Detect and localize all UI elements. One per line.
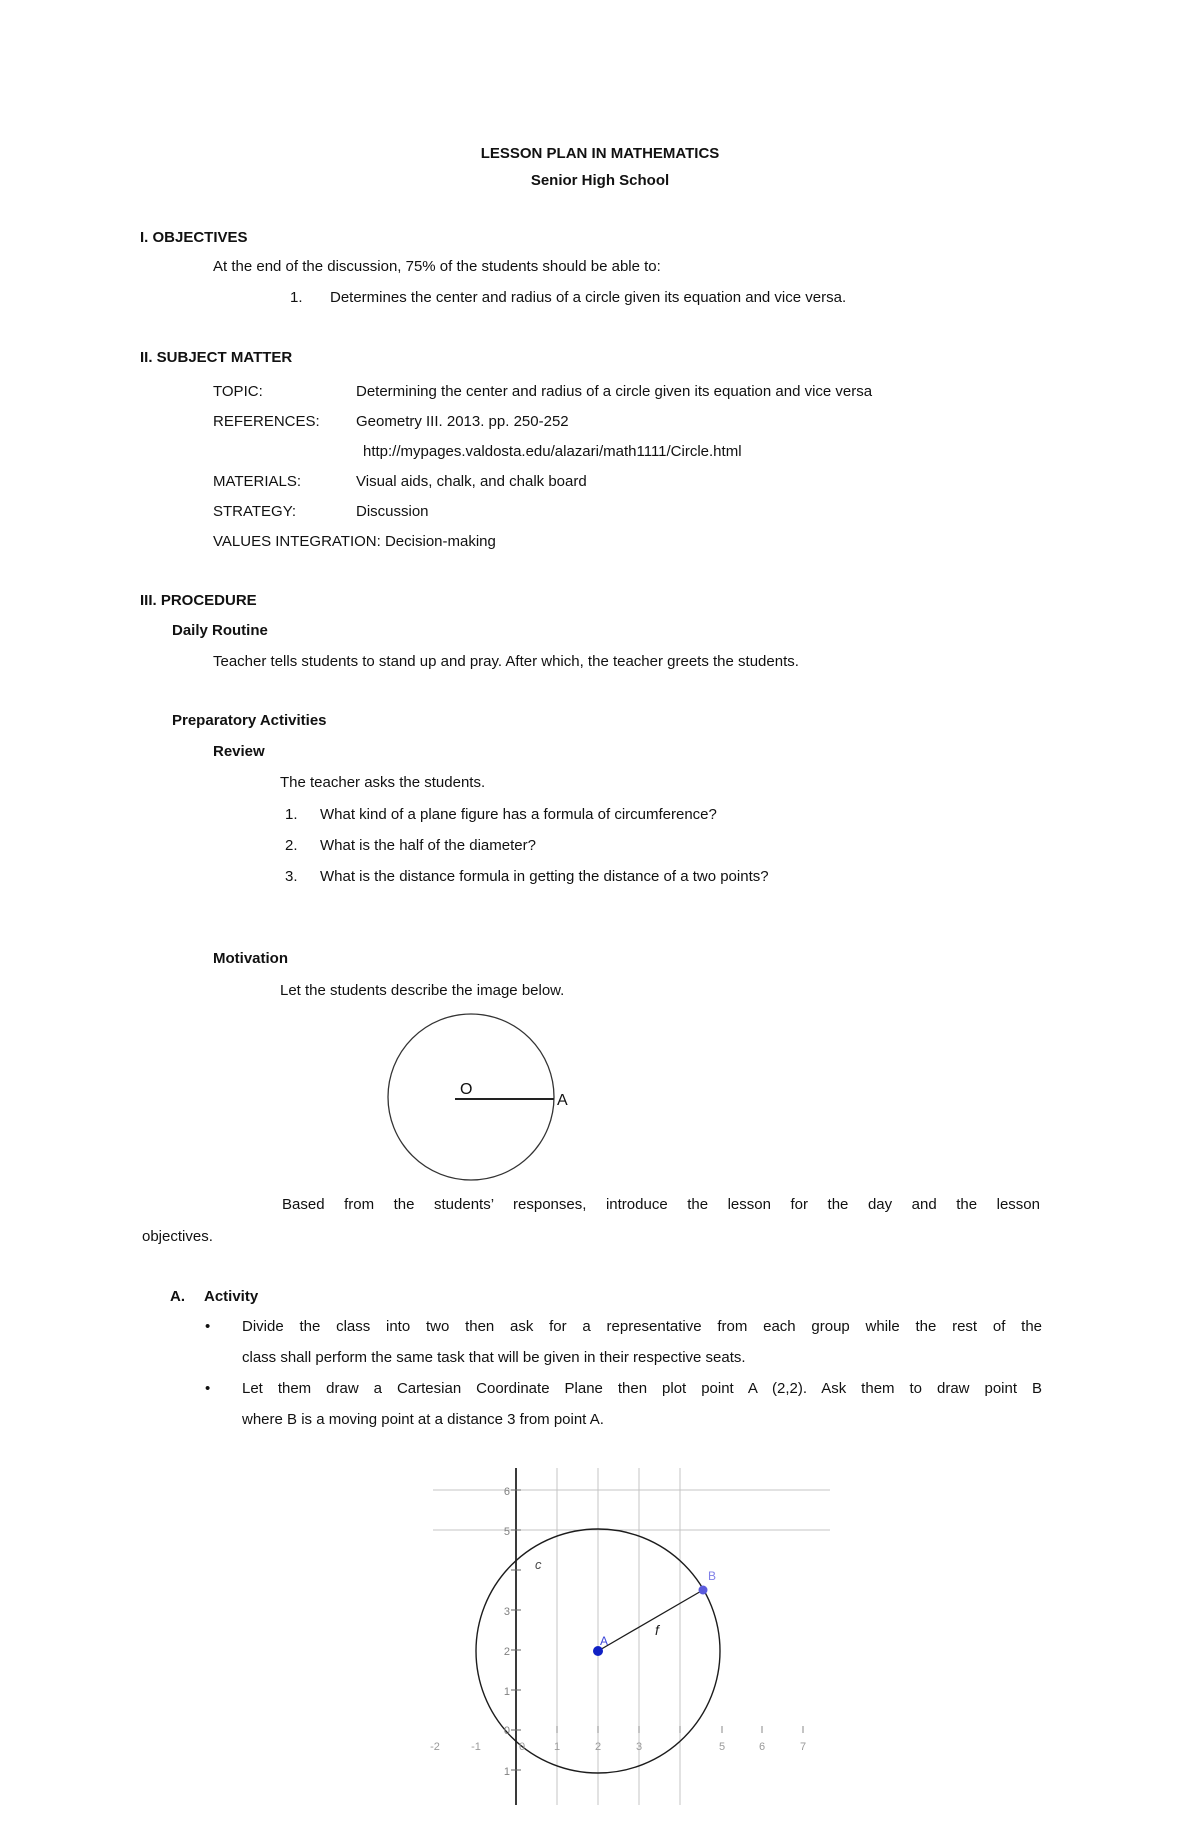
daily-routine-heading: Daily Routine xyxy=(172,622,268,639)
review-question-text: What is the distance formula in getting the distance of a two points? xyxy=(320,868,769,885)
strategy-label: STRATEGY: xyxy=(213,503,297,520)
x-tick-label: 7 xyxy=(799,1741,807,1753)
reference-book: Geometry III. 2013. pp. 250-252 xyxy=(356,413,569,430)
y-tick-label: 0 xyxy=(503,1725,510,1737)
circle-center-label: O xyxy=(460,1081,473,1098)
activity-bullet1-line2: class shall perform the same task that will be given in their respective seats. xyxy=(242,1349,746,1366)
review-intro: The teacher asks the students. xyxy=(280,774,486,791)
coordinate-plane-figure xyxy=(360,1468,860,1813)
review-question-number: 1. xyxy=(285,806,298,823)
x-tick-label: 0 xyxy=(518,1741,526,1753)
topic-label: TOPIC: xyxy=(213,383,263,400)
x-tick-label: 6 xyxy=(758,1741,766,1753)
circle-point-label: A xyxy=(557,1092,568,1109)
review-question-number: 3. xyxy=(285,868,298,885)
review-heading: Review xyxy=(213,743,265,760)
point-b-dot xyxy=(699,1586,708,1595)
objectives-intro: At the end of the discussion, 75% of the students should be able to: xyxy=(213,258,661,275)
objectives-item-text: Determines the center and radius of a circle given its equation and vice versa. xyxy=(330,289,847,306)
strategy-value: Discussion xyxy=(356,503,429,520)
radius-segment xyxy=(598,1590,703,1651)
materials-value: Visual aids, chalk, and chalk board xyxy=(356,473,587,490)
activity-heading: Activity xyxy=(204,1288,259,1305)
activity-letter: A. xyxy=(170,1288,185,1305)
x-tick-label: -2 xyxy=(430,1741,440,1753)
based-from-line2: objectives. xyxy=(142,1228,213,1245)
activity-bullet1-line1: Divide the class into two then ask for a representative from each group while the rest of the xyxy=(242,1318,1042,1335)
y-axis-labels xyxy=(504,1486,510,1778)
doc-subtitle: Senior High School xyxy=(530,172,670,189)
y-tick-label: 6 xyxy=(503,1486,510,1498)
values-integration-line: VALUES INTEGRATION: Decision-making xyxy=(213,533,496,550)
x-tick-label: 2 xyxy=(594,1741,602,1753)
daily-routine-text: Teacher tells students to stand up and pray. After which, the teacher greets the students. xyxy=(213,653,799,670)
review-question-text: What is the half of the diameter? xyxy=(320,837,536,854)
x-axis-labels xyxy=(430,1741,806,1753)
circle-figure xyxy=(385,1008,570,1193)
bullet-icon: • xyxy=(205,1380,211,1397)
y-tick-label: 3 xyxy=(503,1606,510,1618)
x-tick-label: 1 xyxy=(553,1741,561,1753)
point-b-label: B xyxy=(708,1569,717,1583)
x-tick-label: -1 xyxy=(471,1741,481,1753)
reference-url: http://mypages.valdosta.edu/alazari/math1111/Circle.html xyxy=(363,443,742,460)
x-tick-label: 3 xyxy=(635,1741,643,1753)
activity-bullet2-line2: where B is a moving point at a distance 3 from point A. xyxy=(242,1411,604,1428)
x-axis-ticks xyxy=(557,1726,803,1733)
subject-matter-heading: II. SUBJECT MATTER xyxy=(140,349,293,366)
activity-bullet2-line1: Let them draw a Cartesian Coordinate Plane then plot point A (2,2). Ask them to draw point B xyxy=(242,1380,1042,1397)
objectives-item-number: 1. xyxy=(290,289,303,306)
procedure-heading: III. PROCEDURE xyxy=(140,592,257,609)
circle-c-label: c xyxy=(535,1557,542,1572)
preparatory-activities-heading: Preparatory Activities xyxy=(172,712,327,729)
y-tick-label: 1 xyxy=(503,1766,510,1778)
doc-title: LESSON PLAN IN MATHEMATICS xyxy=(480,145,720,162)
materials-label: MATERIALS: xyxy=(213,473,302,490)
horizontal-gridlines xyxy=(433,1490,830,1530)
point-a-label: A xyxy=(600,1634,609,1648)
motivation-heading: Motivation xyxy=(213,950,288,967)
y-tick-label: 2 xyxy=(503,1646,510,1658)
references-label: REFERENCES: xyxy=(213,413,320,430)
review-question-number: 2. xyxy=(285,837,298,854)
based-from-line1: Based from the students’ responses, introduce the lesson for the day and the lesson xyxy=(282,1196,1040,1213)
y-tick-label: 1 xyxy=(503,1686,510,1698)
topic-value: Determining the center and radius of a circle given its equation and vice versa xyxy=(356,383,873,400)
segment-f-label: f xyxy=(655,1622,659,1638)
objectives-heading: I. OBJECTIVES xyxy=(140,229,248,246)
motivation-text: Let the students describe the image below. xyxy=(280,982,565,999)
x-tick-label: 5 xyxy=(718,1741,726,1753)
bullet-icon: • xyxy=(205,1318,211,1335)
y-tick-label: 5 xyxy=(503,1526,510,1538)
review-question-text: What kind of a plane figure has a formula of circumference? xyxy=(320,806,717,823)
